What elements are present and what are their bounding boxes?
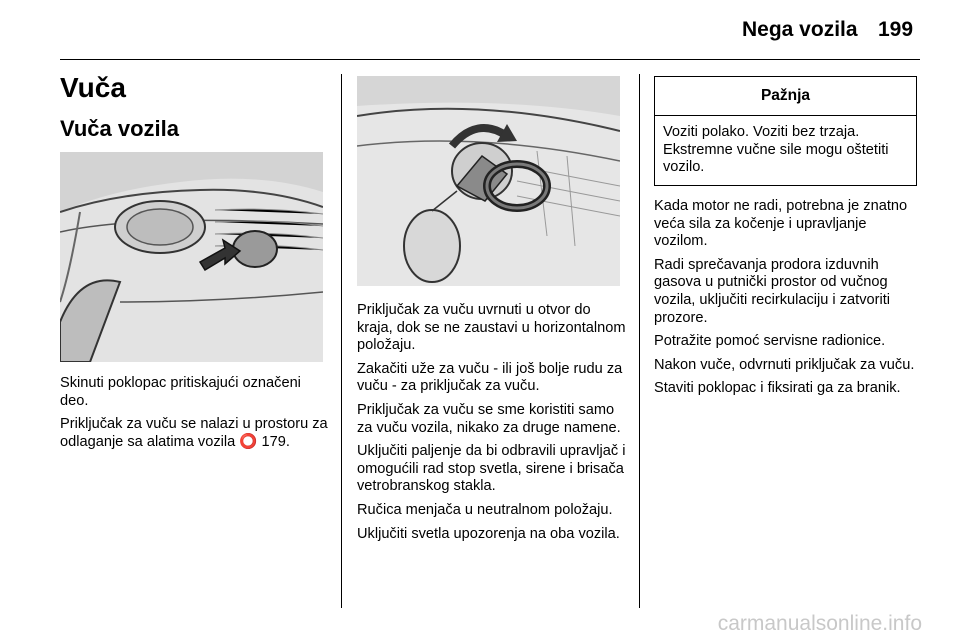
paragraph: Zakačiti uže za vuču - ili još bolje rudu za vuču - za priključak za vuču. — [357, 360, 623, 395]
caution-body: Voziti polako. Voziti bez trzaja. Ekstremne vučne sile mogu oštetiti vozilo. — [663, 124, 889, 176]
section-subtitle: Vuča vozila — [60, 116, 180, 141]
column-1-text — [60, 375, 330, 457]
column-divider-1 — [341, 74, 342, 608]
header-rule — [60, 59, 920, 60]
paragraph: Ručica menjača u neutralnom položaju. — [357, 501, 613, 518]
page-header — [0, 0, 960, 60]
bumper-cover-illustration — [60, 152, 323, 362]
column-divider-2 — [639, 74, 640, 608]
paragraph: Skinuti poklopac pritiskajući označeni deo. — [60, 375, 301, 409]
paragraph: Potražite pomoć servisne radionice. — [654, 333, 886, 350]
column-3-text — [654, 198, 924, 404]
paragraph: Priključak za vuču uvrnuti u otvor do kraja, dok se ne zaustavi u horizontalnom položaju. — [357, 302, 626, 354]
paragraph: Uključiti paljenje da bi odbravili upravljač i omogućili rad stop svetla, sirene i brisača vetrobranskog stakla. — [357, 443, 626, 495]
caution-title: Pažnja — [655, 77, 916, 116]
paragraph: Priključak za vuču se sme koristiti samo za vuču vozila, nikako za druge namene. — [357, 401, 621, 436]
paragraph: Uključiti svetla upozorenja na oba vozila. — [357, 525, 620, 542]
watermark: carmanualsonline.info — [717, 612, 922, 635]
caution-box — [654, 76, 917, 186]
paragraph: Radi sprečavanja prodora izduvnih gasova u putnički prostor od vučnog vozila, uključiti recirkulaciju i zatvoriti prozore. — [654, 256, 891, 326]
page-number: 199 — [878, 18, 914, 41]
paragraph: Staviti poklopac i fiksirati ga za branik. — [654, 380, 901, 397]
paragraph: Kada motor ne radi, potrebna je znatno veća sila za kočenje i upravljanje vozilom. — [654, 198, 908, 250]
header-section-title: Nega vozila — [742, 18, 858, 41]
column-2-text — [357, 302, 627, 549]
paragraph: Nakon vuče, odvrnuti priključak za vuču. — [654, 356, 915, 373]
page-title: Vuča — [60, 72, 126, 103]
towing-eye-illustration — [357, 76, 620, 286]
paragraph: Priključak za vuču se nalazi u prostoru za odlaganje sa alatima vozila ⭕ 179. — [60, 416, 328, 450]
